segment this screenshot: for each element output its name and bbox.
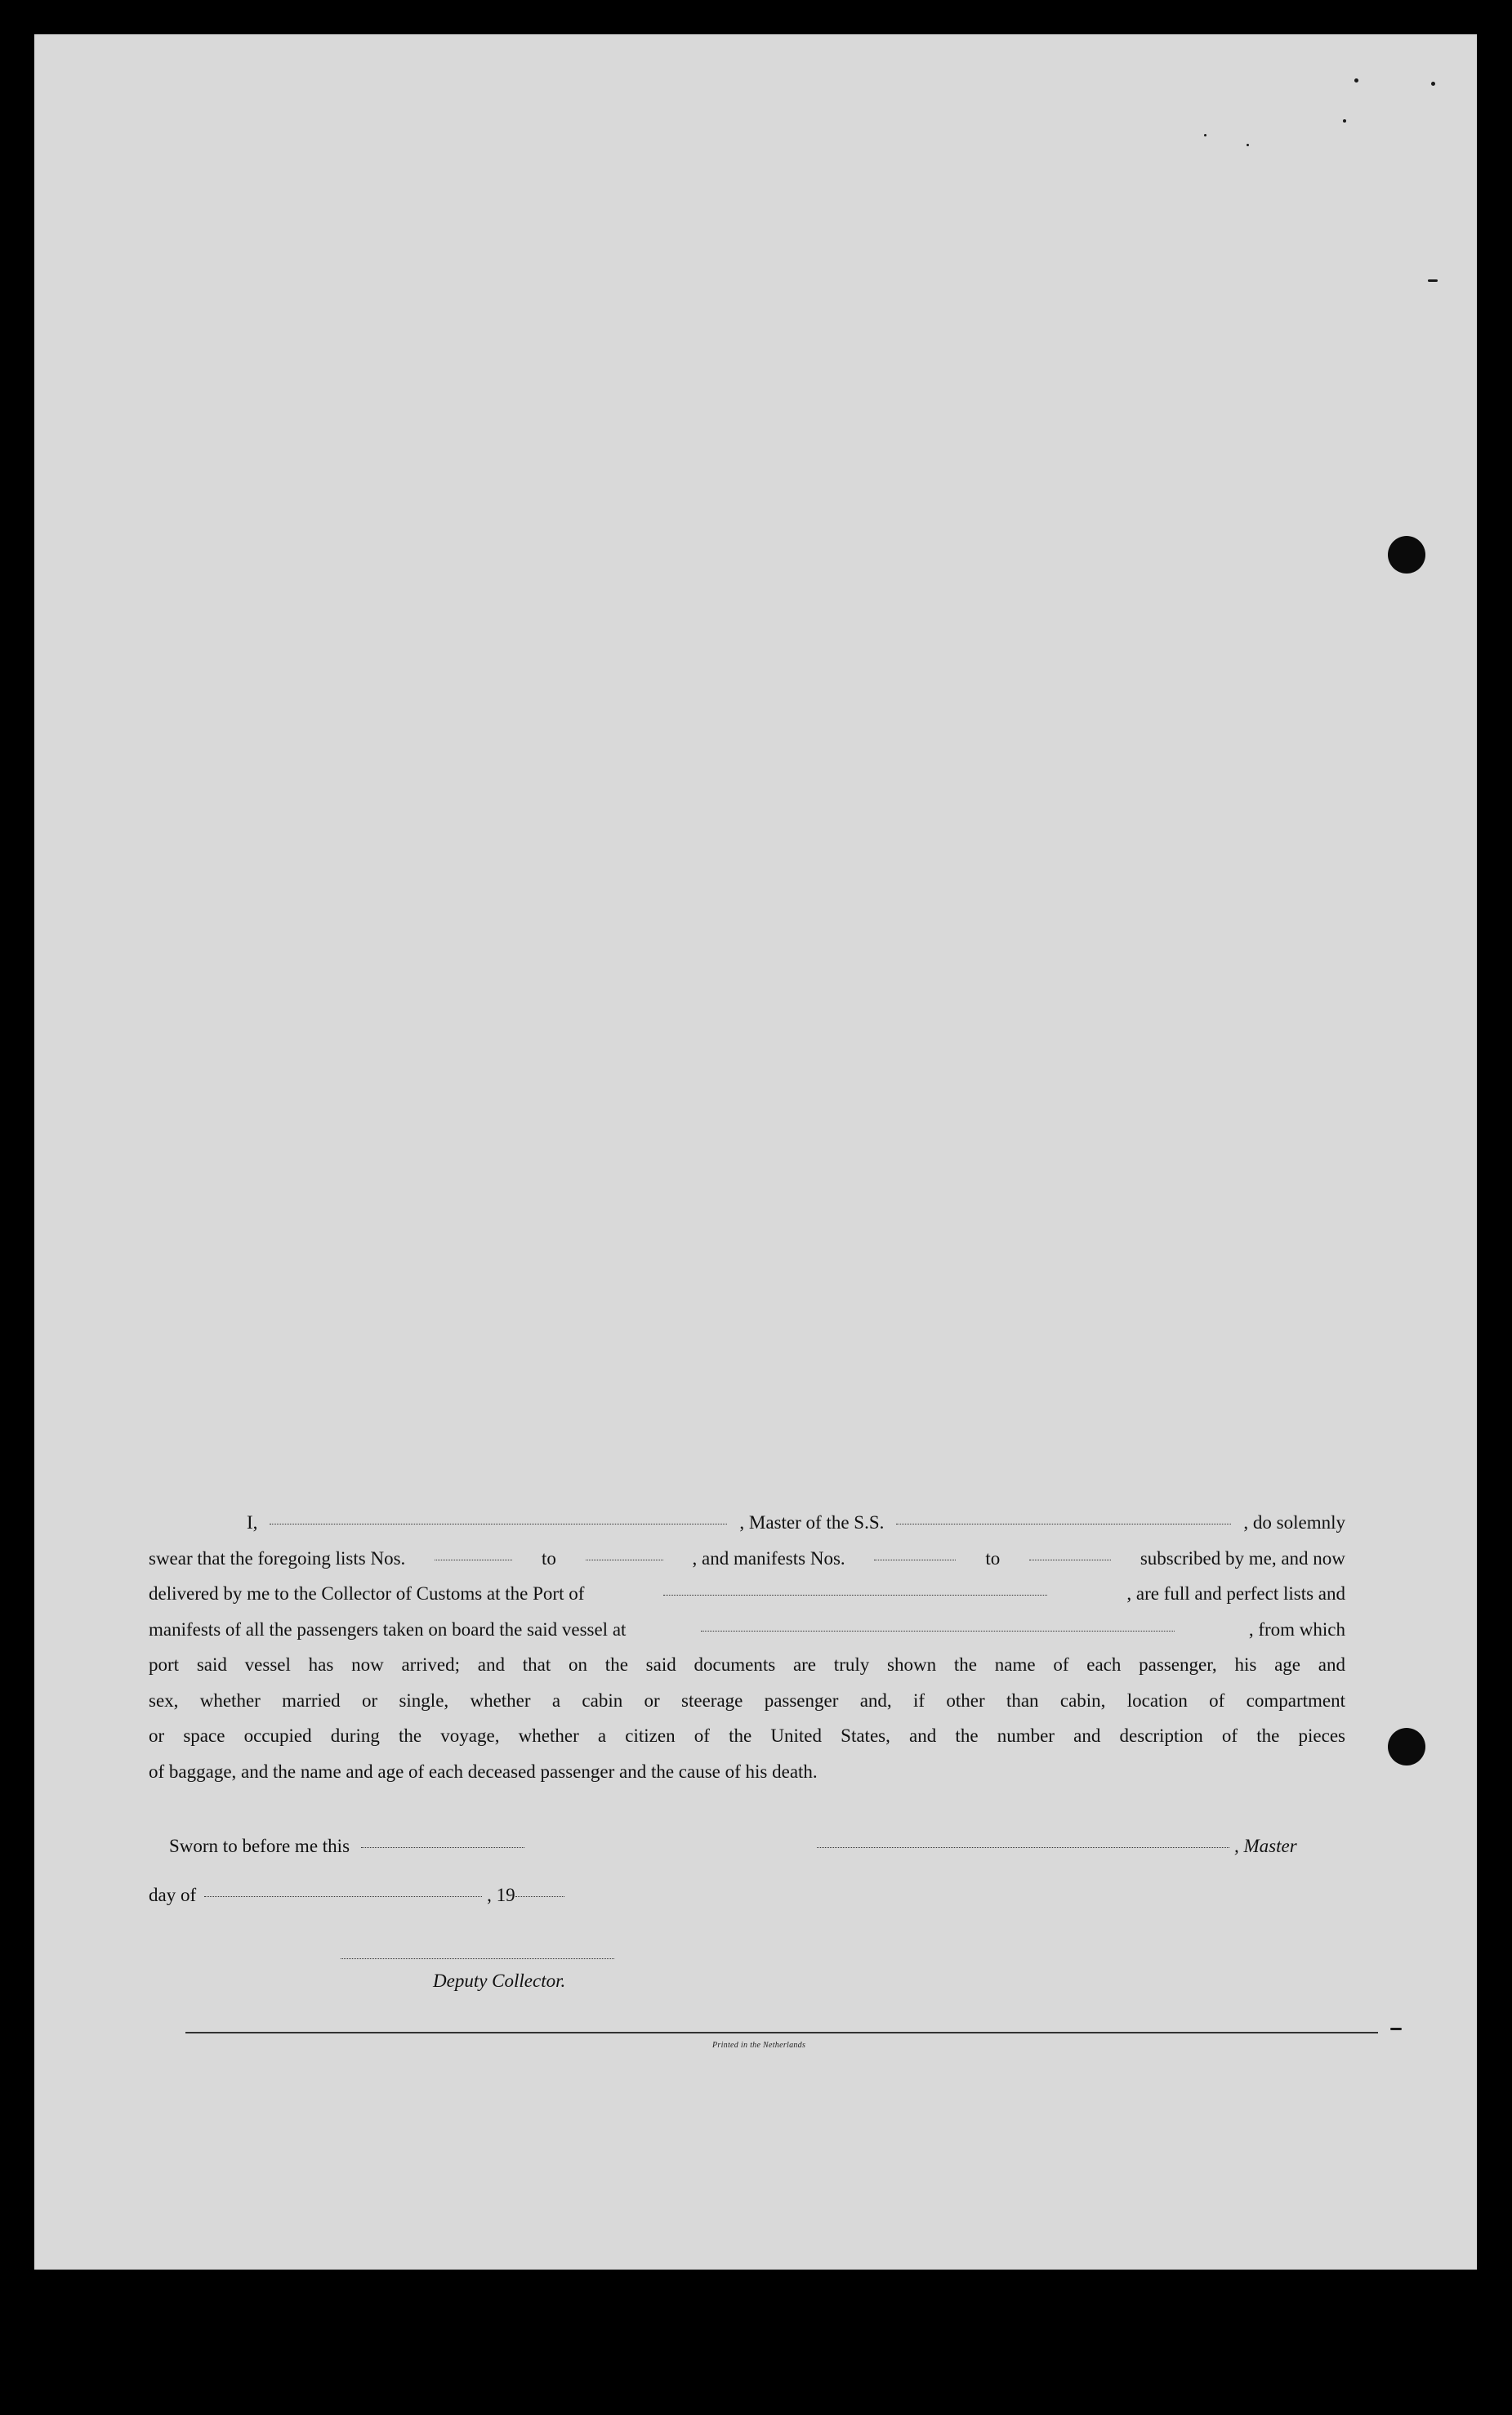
- master-signature-blank[interactable]: [817, 1846, 1229, 1848]
- oath-text: swear that the foregoing lists Nos.: [149, 1547, 406, 1569]
- oath-line-8: of baggage, and the name and age of each deceased passenger and the cause of his death.: [149, 1761, 818, 1782]
- dust-speck: [1204, 134, 1206, 136]
- dust-speck: [1247, 144, 1249, 146]
- oath-text: , do solemnly: [1243, 1512, 1345, 1533]
- departure-port-blank[interactable]: [701, 1630, 1175, 1632]
- oath-text: , are full and perfect lists and: [1126, 1583, 1345, 1604]
- sworn-label: Sworn to before me this: [169, 1836, 350, 1856]
- oath-text-block: [149, 1505, 1345, 1789]
- dust-speck: [1431, 82, 1435, 86]
- oath-line-1: [149, 1505, 1345, 1541]
- master-name-blank[interactable]: [270, 1523, 727, 1524]
- year-prefix: , 19: [487, 1885, 515, 1905]
- list-from-blank[interactable]: [435, 1559, 512, 1560]
- dust-speck: [1390, 2028, 1402, 2030]
- month-blank[interactable]: [204, 1895, 482, 1897]
- ship-name-blank[interactable]: [896, 1523, 1231, 1524]
- sworn-date-blank[interactable]: [361, 1846, 524, 1848]
- manifest-from-blank[interactable]: [874, 1559, 956, 1560]
- oath-line-3: [149, 1576, 1345, 1612]
- oath-text: subscribed by me, and now: [1140, 1547, 1345, 1569]
- sworn-row: [149, 1836, 1345, 1857]
- master-signature-label: , Master: [1234, 1836, 1297, 1856]
- manifest-to-blank[interactable]: [1029, 1559, 1111, 1560]
- oath-line-6: sex, whether married or single, whether a cabin or steerage passenger and, if other than cabin, location of compartment: [149, 1690, 1345, 1711]
- oath-text: to: [985, 1547, 1001, 1569]
- oath-text: I,: [247, 1512, 258, 1533]
- dust-speck: [1343, 119, 1346, 123]
- list-to-blank[interactable]: [586, 1559, 663, 1560]
- oath-text: delivered by me to the Collector of Customs at the Port of: [149, 1583, 585, 1604]
- oath-text: , and manifests Nos.: [692, 1547, 845, 1569]
- deputy-collector-label: Deputy Collector.: [433, 1971, 566, 1991]
- year-blank[interactable]: [515, 1895, 564, 1897]
- port-name-blank[interactable]: [663, 1594, 1047, 1596]
- deputy-signature-blank[interactable]: [341, 1958, 614, 1959]
- printed-in-netherlands: Printed in the Netherlands: [712, 2041, 806, 2050]
- oath-text: , from which: [1248, 1618, 1345, 1640]
- oath-line-4: [149, 1612, 1345, 1648]
- oath-text: to: [541, 1547, 556, 1569]
- dust-speck: [1354, 78, 1358, 83]
- footer-rule: [185, 2032, 1378, 2033]
- oath-line-5: port said vessel has now arrived; and that on the said documents are truly shown the name of each passenger, his age and: [149, 1654, 1345, 1675]
- oath-text: , Master of the S.S.: [739, 1512, 885, 1533]
- oath-line-7: or space occupied during the voyage, whether a citizen of the United States, and the number and description of the pieces: [149, 1725, 1345, 1746]
- document-page: [34, 34, 1477, 2270]
- day-of-label: day of: [149, 1885, 197, 1905]
- punch-hole-top: [1388, 536, 1425, 574]
- punch-hole-bottom: [1388, 1728, 1425, 1765]
- day-of-row: [149, 1885, 569, 1906]
- dust-speck: [1428, 279, 1438, 282]
- oath-line-2: [149, 1541, 1345, 1577]
- oath-text: manifests of all the passengers taken on board the said vessel at: [149, 1618, 627, 1640]
